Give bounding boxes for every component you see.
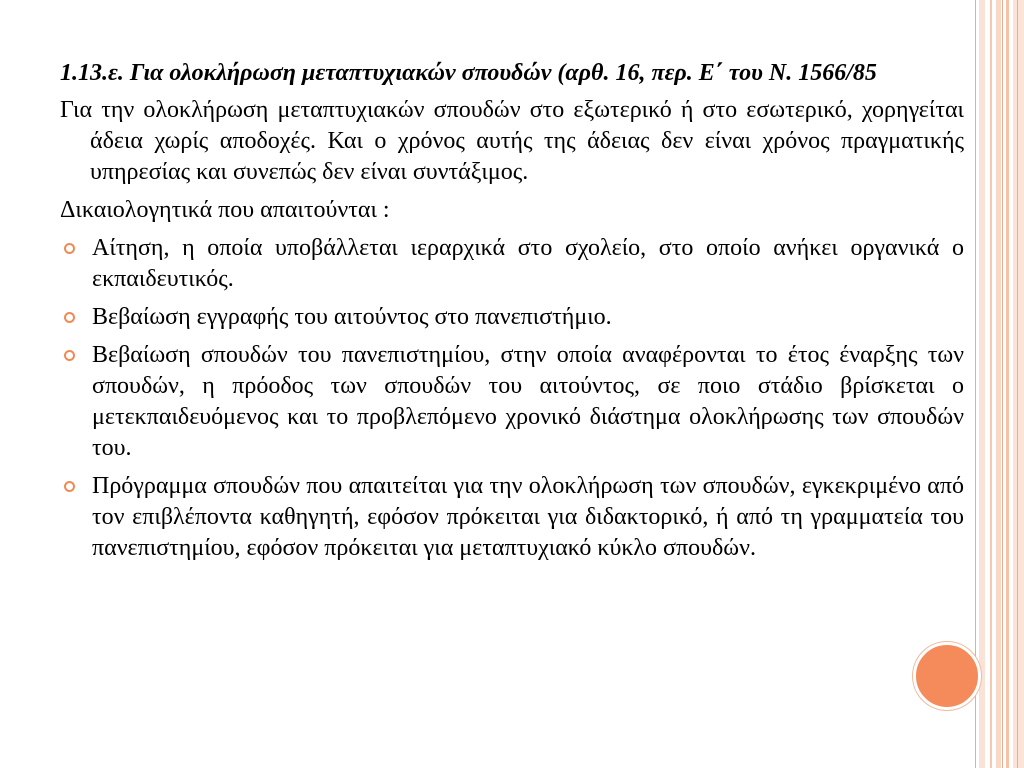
decorative-stripe xyxy=(990,0,992,768)
decorative-stripe xyxy=(996,0,1001,768)
list-item-text: Βεβαίωση σπουδών του πανεπιστημίου, στην οποία αναφέρονται το έτος έναρξης των σπουδών, η πρόοδος των σπουδών του αιτούντος, σε ποιο στάδιο βρίσκεται ο μετεκπαιδευόμενος και το προβλεπόμενο χρονικό διάστημα ολοκλήρωσης των σπουδών του. xyxy=(92,342,964,461)
list-item-text: Βεβαίωση εγγραφής του αιτούντος στο πανεπιστήμιο. xyxy=(92,304,612,330)
decorative-line xyxy=(1017,0,1018,768)
decorative-circle xyxy=(913,642,981,710)
slide-heading: 1.13.ε. Για ολοκλήρωση μεταπτυχιακών σπουδών (αρθ. 16, περ. Ε΄ του Ν. 1566/85 xyxy=(60,60,877,86)
list-item-text: Πρόγραμμα σπουδών που απαιτείται για την ολοκλήρωση των σπουδών, εγκεκριμένο από τον επιβλέποντα καθηγητή, εφόσον πρόκειται για διδακτορικό, ή από τη γραμματεία του πανεπιστημίου, εφόσον πρόκειται για μεταπτυχιακό κύκλο σπουδών. xyxy=(92,473,964,561)
decorative-stripe xyxy=(1013,0,1024,768)
requirements-list xyxy=(60,233,964,564)
decorative-stripe xyxy=(1006,0,1009,768)
decorative-line xyxy=(1002,0,1003,768)
circle-bullet-icon xyxy=(64,481,75,492)
list-item xyxy=(60,233,964,295)
body-paragraph: Για την ολοκλήρωση μεταπτυχιακών σπουδών στο εξωτερικό ή στο εσωτερικό, χορηγείται άδεια χωρίς αποδοχές. Και ο χρόνος αυτής της άδειας δεν είναι χρόνος πραγματικής υπηρεσίας και συνεπώς δεν είναι συντάξιμος. xyxy=(60,97,964,185)
circle-bullet-icon xyxy=(64,312,75,323)
decorative-stripe xyxy=(979,0,985,768)
decorative-line xyxy=(975,0,976,768)
list-item xyxy=(60,471,964,564)
slide-content xyxy=(60,58,964,571)
requirements-label: Δικαιολογητικά που απαιτούνται : xyxy=(60,197,390,223)
list-item xyxy=(60,340,964,464)
circle-bullet-icon xyxy=(64,243,75,254)
circle-bullet-icon xyxy=(64,350,75,361)
list-item-text: Αίτηση, η οποία υποβάλλεται ιεραρχικά στο σχολείο, στο οποίο ανήκει οργανικά ο εκπαιδευτικός. xyxy=(92,235,964,292)
list-item xyxy=(60,302,964,333)
